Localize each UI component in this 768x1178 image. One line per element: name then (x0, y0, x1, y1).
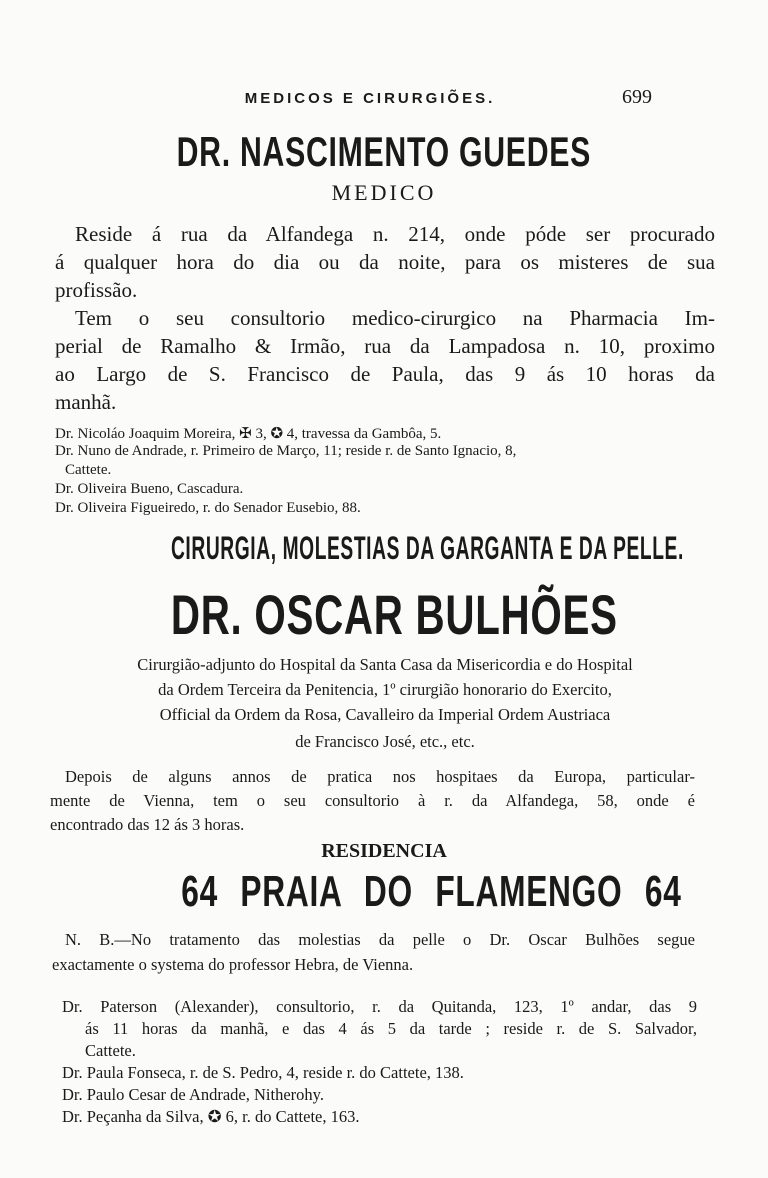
residence-text: 64 PRAIA DO FLAMENGO 64 (181, 867, 682, 916)
directory-entry: Dr. Oliveira Bueno, Cascadura. (55, 481, 244, 497)
directory-entry: Dr. Nicoláo Joaquim Moreira, ✠ 3, ✪ 4, travessa da Gambôa, 5. (55, 426, 442, 442)
directory-entry: Dr. Peçanha da Silva, ✪ 6, r. do Cattete, 163. (62, 1107, 360, 1126)
page-number: 699 (622, 86, 652, 108)
credential-line: da Ordem Terceira da Penitencia, 1º cirurgião honorario do Exercito, (158, 680, 612, 699)
residence-address (84, 866, 684, 917)
specialty-text: CIRURGIA, MOLESTIAS DA GARGANTA E DA PELLE. (170, 530, 684, 566)
directory-entry: Cattete. (65, 462, 112, 478)
directory-entry: Dr. Paterson (Alexander), consultorio, r. da Quitanda, 123, 1º andar, das 9 (62, 997, 697, 1016)
directory-entry: ás 11 horas da manhã, e das 4 ás 5 da tarde ; reside r. de S. Salvador, (85, 1019, 697, 1038)
credential-line: de Francisco José, etc., etc. (295, 732, 475, 751)
residence-label: RESIDENCIA (321, 840, 447, 862)
doctor-name-text: DR. OSCAR BULHÕES (170, 583, 618, 646)
text-line: mente de Vienna, tem o seu consultorio à r. da Alfandega, 58, onde é (50, 791, 695, 810)
specialty-heading (0, 530, 768, 567)
directory-entry: Cattete. (85, 1041, 136, 1060)
credential-line: Cirurgião-adjunto do Hospital da Santa Casa da Misericordia e do Hospital (137, 655, 633, 674)
text-line: N. B.—No tratamento das molestias da pelle o Dr. Oscar Bulhões segue (65, 930, 695, 949)
doctor-title: MEDICO (331, 180, 437, 205)
text-line: á qualquer hora do dia ou da noite, para os misteres de sua (55, 250, 715, 274)
text-line: exactamente o systema do professor Hebra, de Vienna. (52, 955, 414, 974)
credential-line: Official da Ordem da Rosa, Cavalleiro da Imperial Ordem Austriaca (159, 705, 611, 724)
text-line: perial de Ramalho & Irmão, rua da Lampadosa n. 10, proximo (55, 334, 715, 358)
doctor-name-guedes (84, 128, 684, 177)
text-line: Reside á rua da Alfandega n. 214, onde póde ser procurado (75, 222, 715, 246)
text-line: Tem o seu consultorio medico-cirurgico na Pharmacia Im- (75, 306, 715, 330)
directory-entry: Dr. Nuno de Andrade, r. Primeiro de Março, 11; reside r. de Santo Ignacio, 8, (55, 443, 517, 459)
text-line: ao Largo de S. Francisco de Paula, das 9 ás 10 horas da (55, 362, 715, 386)
text-line: Depois de alguns annos de pratica nos hospitaes da Europa, particular- (65, 767, 695, 786)
text-line: manhã. (55, 390, 117, 414)
text-line: encontrado das 12 ás 3 horas. (50, 815, 245, 834)
text-line: profissão. (55, 278, 138, 302)
doctor-name-text: DR. NASCIMENTO GUEDES (176, 128, 592, 175)
section-header: MEDICOS E CIRURGIÕES. (244, 90, 496, 107)
directory-entry: Dr. Paula Fonseca, r. de S. Pedro, 4, reside r. do Cattete, 138. (62, 1063, 464, 1082)
directory-entry: Dr. Oliveira Figueiredo, r. do Senador Eusebio, 88. (55, 500, 361, 516)
doctor-name-bulhoes (84, 582, 684, 648)
directory-entry: Dr. Paulo Cesar de Andrade, Nitherohy. (62, 1085, 324, 1104)
